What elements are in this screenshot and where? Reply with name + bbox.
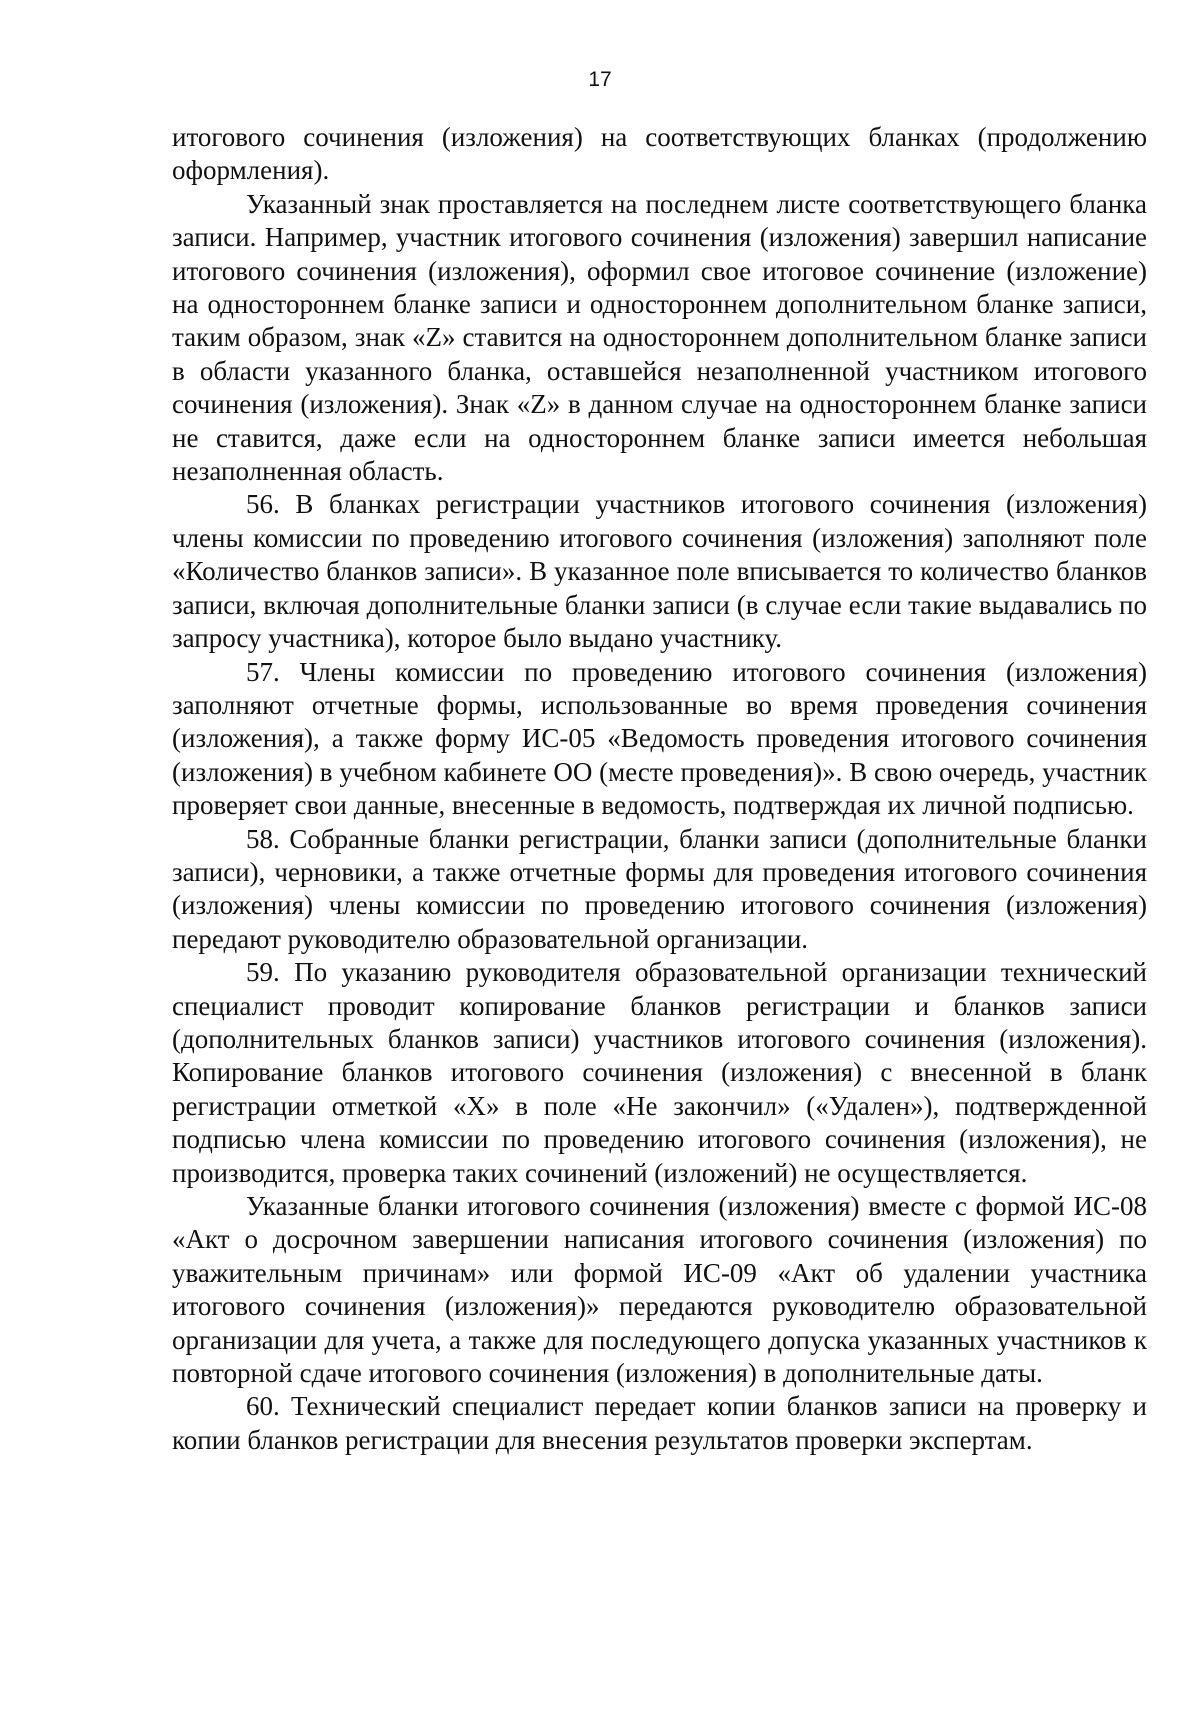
document-body [172, 121, 1147, 1457]
paragraph-59-continued: Указанные бланки итогового сочинения (изложения) вместе с формой ИС-08 «Акт о досрочном завершении написания итогового сочинения (изложения) по уважительным причинам» или формой ИС-09 «Акт об удалении участника итогового сочинения (изложения)» передаются руководителю образовательной организации для учета, а также для последующего допуска указанных участников к повторной сдаче итогового сочинения (изложения) в дополнительные даты. [172, 1191, 1147, 1389]
paragraph-z-mark: Указанный знак проставляется на последнем листе соответствующего бланка записи. Например, участник итогового сочинения (изложения) завершил написание итогового сочинения (изложения), оформил свое итоговое сочинение (изложение) на одностороннем бланке записи и одностороннем дополнительном бланке записи, таким образом, знак «Z» ставится на одностороннем дополнительном бланке записи в области указанного бланка, оставшейся незаполненной участником итогового сочинения (изложения). Знак «Z» в данном случае на одностороннем бланке записи не ставится, даже если на одностороннем бланке записи имеется небольшая незаполненная область. [172, 188, 1147, 487]
paragraph-continuation: итогового сочинения (изложения) на соответствующих бланках (продолжению оформления). [172, 122, 1147, 186]
page-number: 17 [588, 68, 612, 91]
paragraph-58: 58. Собранные бланки регистрации, бланки записи (дополнительные бланки записи), черновики, а также отчетные формы для проведения итогового сочинения (изложения) члены комиссии по проведению итогового сочинения (изложения) передают руководителю образовательной организации. [172, 823, 1147, 954]
paragraph-60: 60. Технический специалист передает копии бланков записи на проверку и копии бланков регистрации для внесения результатов проверки экспертам. [172, 1391, 1147, 1455]
paragraph-56: 56. В бланках регистрации участников итогового сочинения (изложения) члены комиссии по проведению итогового сочинения (изложения) заполняют поле «Количество бланков записи». В указанное поле вписывается то количество бланков записи, включая дополнительные бланки записи (в случае если такие выдавались по запросу участника), которое было выдано участнику. [172, 489, 1147, 654]
paragraph-57: 57. Члены комиссии по проведению итогового сочинения (изложения) заполняют отчетные формы, использованные во время проведения сочинения (изложения), а также форму ИС-05 «Ведомость проведения итогового сочинения (изложения) в учебном кабинете ОО (месте проведения)». В свою очередь, участник проверяет свои данные, внесенные в ведомость, подтверждая их личной подписью. [172, 656, 1147, 821]
paragraph-59: 59. По указанию руководителя образовательной организации технический специалист проводит копирование бланков регистрации и бланков записи (дополнительных бланков записи) участников итогового сочинения (изложения). Копирование бланков итогового сочинения (изложения) с внесенной в бланк регистрации отметкой «X» в поле «Не закончил» («Удален»), подтвержденной подписью члена комиссии по проведению итогового сочинения (изложения), не производится, проверка таких сочинений (изложений) не осуществляется. [172, 957, 1147, 1188]
